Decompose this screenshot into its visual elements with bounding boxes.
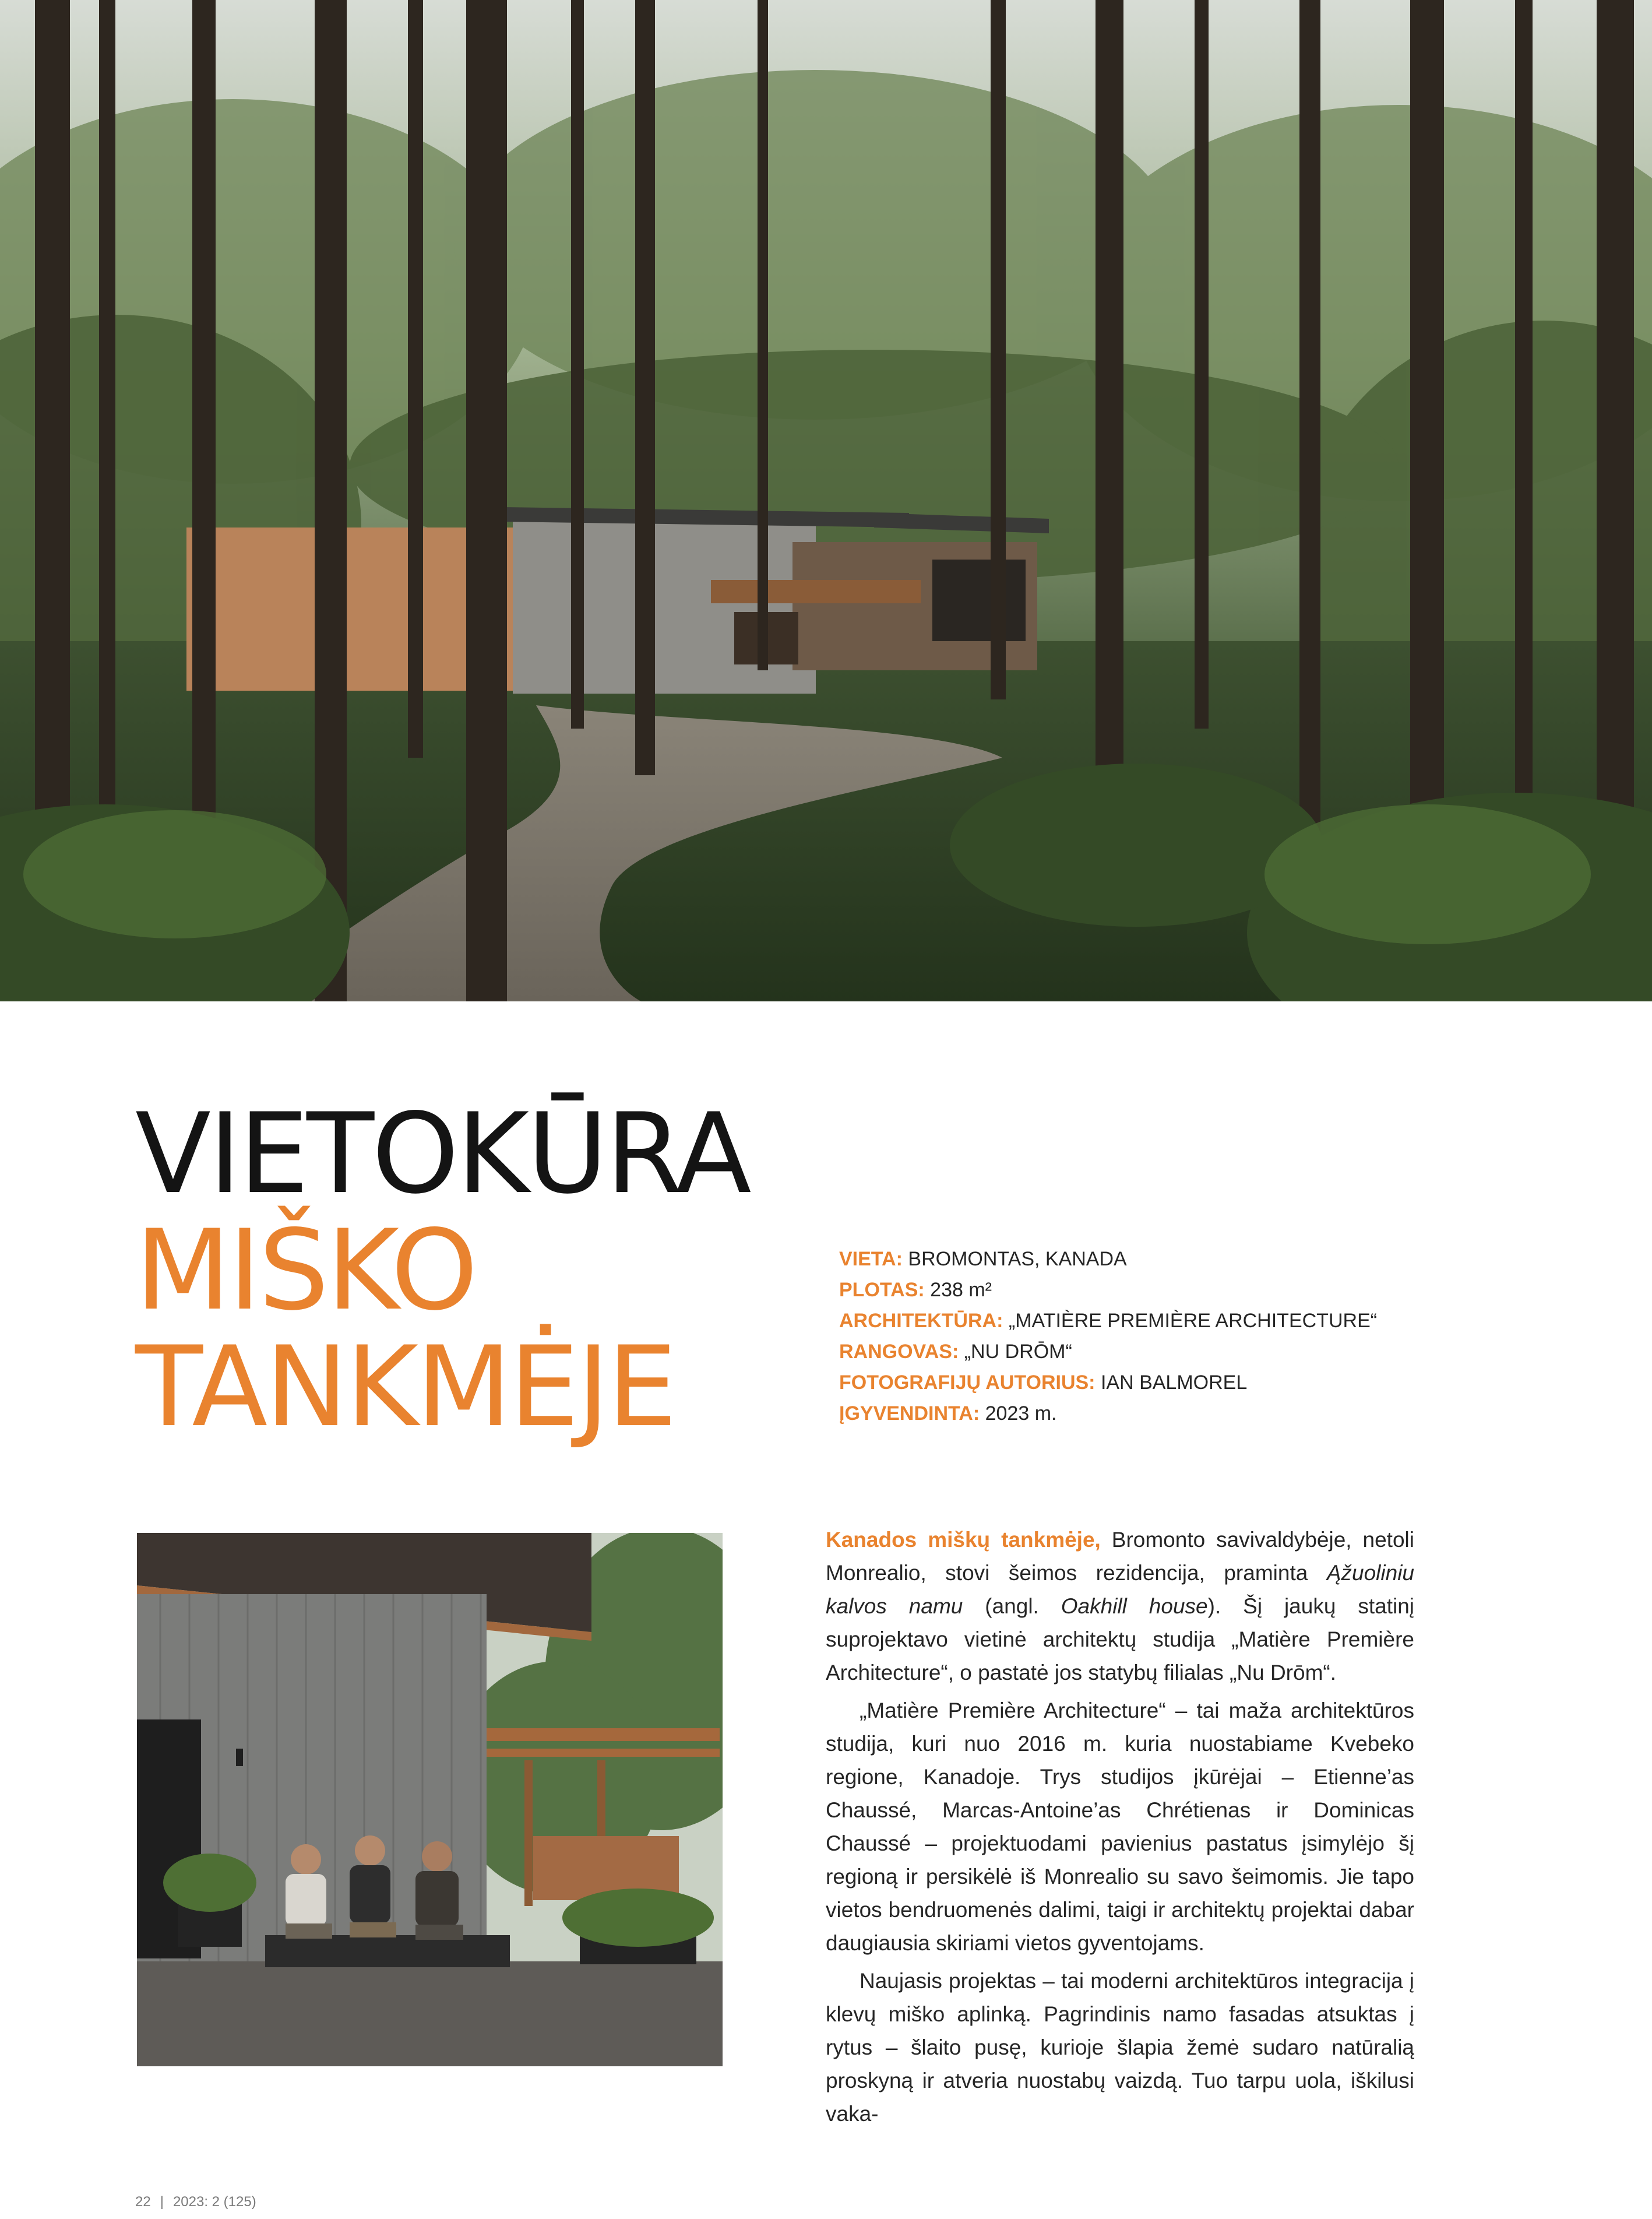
fact-location: [839, 1244, 1377, 1275]
fact-value: IAN BALMOREL: [1100, 1372, 1248, 1394]
article-title: [135, 1089, 749, 1451]
hero-photo-forest-house: [0, 0, 1652, 1001]
fact-key: RANGOVAS:: [839, 1341, 959, 1363]
fact-key: ĮGYVENDINTA:: [839, 1402, 980, 1425]
architects-illustration: [137, 1533, 723, 2066]
fact-architecture: [839, 1306, 1377, 1337]
fact-key: ARCHITEKTŪRA:: [839, 1310, 1003, 1332]
article-body: [826, 1523, 1414, 2130]
fact-value: BROMONTAS, KANADA: [908, 1248, 1127, 1270]
hero-illustration: [0, 0, 1652, 1001]
fact-value: 238 m²: [930, 1279, 992, 1301]
fact-contractor: [839, 1337, 1377, 1367]
title-line-3: TANKMĖJE: [135, 1323, 675, 1451]
body-text: (angl.: [963, 1594, 1061, 1618]
body-paragraph-2: „Matière Première Architecture“ – tai maža architektūros studija, kuri nuo 2016 m. kuria nuostabiame Kvebeko regione, Kanadoje. Trys studijos įkūrėjai – Etienne’as Chaussé, Marcas-Antoine’as Chrétienas ir Dominicas Chaussé – projektuodami pavienius pastatus įsimylėjo šį regioną ir persikėlė iš Monrealio su savo šeimomis. Jie tapo vietos bendruomenės dalimi, taigi ir architektų projektai dabar daugiausia skiriami vietos gyventojams.: [826, 1698, 1414, 1955]
page-footer: [135, 2194, 256, 2210]
fact-value: 2023 m.: [985, 1402, 1057, 1425]
three-architects: [286, 1835, 463, 1940]
issue-number: 2023: 2 (125): [172, 2194, 256, 2210]
body-paragraph-1: [826, 1523, 1414, 1689]
fact-key: PLOTAS:: [839, 1279, 925, 1301]
title-line-2: MIŠKO: [135, 1206, 476, 1335]
architects-photo: [137, 1533, 723, 2066]
body-paragraph-3: Naujasis projektas – tai moderni architektūros integracija į klevų miško aplinką. Pagrindinis namo fasadas atsuktas į rytus – šlaito pusę, kurioje šlapia žemė sudaro natūralią proskyną ir atveria nuostabų vaizdą. Tuo tarpu uola, iškilusi vaka-: [826, 1969, 1414, 2126]
body-text: ). Šį jaukų statinį suprojektavo vietinė architektų studija „Matière Première Architecture“, o pastatė jos statybų filialas „Nu Drōm“.: [826, 1594, 1414, 1685]
fact-key: VIETA:: [839, 1248, 903, 1270]
body-text: Bromonto savivaldybėje, netoli Monrealio, stovi šeimos rezidencija, praminta: [826, 1528, 1414, 1585]
footer-separator: |: [160, 2194, 164, 2210]
fact-area: [839, 1275, 1377, 1306]
italic-term: Oakhill house: [1061, 1594, 1208, 1618]
page-number: 22: [135, 2194, 151, 2210]
fact-value: „NU DRŌM“: [964, 1341, 1072, 1363]
fact-value: „MATIÈRE PREMIÈRE ARCHITECTURE“: [1008, 1310, 1378, 1332]
fact-key: FOTOGRAFIJŲ AUTORIUS:: [839, 1372, 1096, 1394]
title-line-1: VIETOKŪRA: [135, 1089, 749, 1218]
lead-in: Kanados miškų tankmėje,: [826, 1528, 1101, 1552]
fact-completed: [839, 1398, 1377, 1429]
italic-term: Ąžuoliniu kalvos namu: [826, 1561, 1414, 1618]
project-facts: [839, 1244, 1377, 1429]
fact-photographer: [839, 1367, 1377, 1398]
